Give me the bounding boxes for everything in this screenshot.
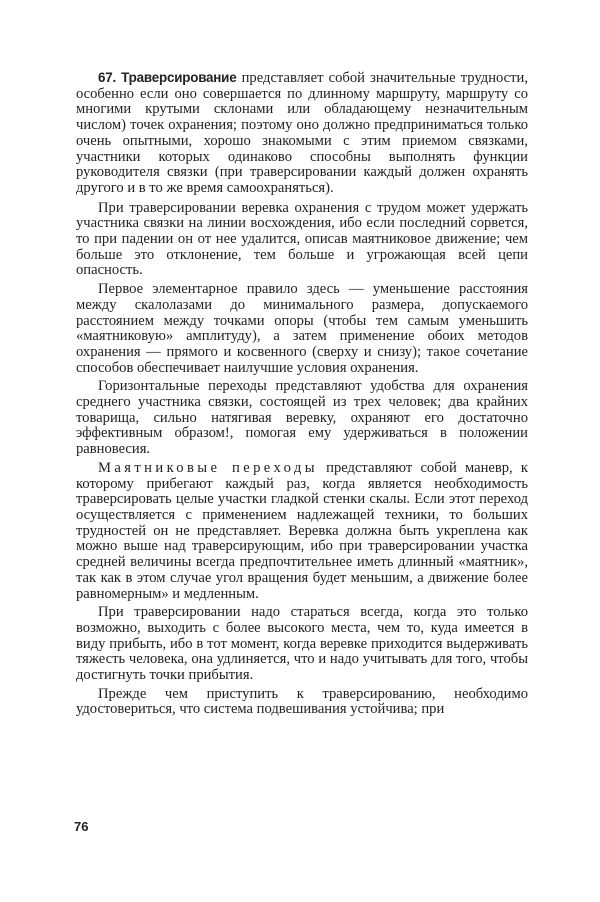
- paragraph: [76, 201, 528, 280]
- paragraph: [76, 461, 528, 602]
- paragraph-text: представляет собой значительные трудности, особенно если оно совершается по длинному маршруту, маршруту со многими крутыми склонами или обладающему незначительным числом) точек охранения; поэтому оно должно предприниматься только очень опытными, хорошо знакомыми с этим приемом связками, участники которых одинаково способны выполнять функции руководителя связки (при траверсировании каждый должен охранять другого и в то же время самоохраняться).: [76, 70, 528, 196]
- paragraph-67: [76, 70, 528, 197]
- paragraph-text: При траверсировании веревка охранения с трудом может удержать участника связки на линии восхождения, ибо если последний сорвется, то при падении он от нее удалится, описав маятниковое движение; чем больше это отклонение, тем больше и угрожающая всей цепи опасность.: [76, 199, 528, 279]
- paragraph: [76, 605, 528, 684]
- section-number: 67.: [98, 70, 117, 85]
- paragraph-text: Прежде чем приступить к траверсированию, необходимо удостовериться, что система подвешивания устойчива; при: [76, 685, 528, 718]
- paragraph-text: Горизонтальные переходы представляют удобства для охранения среднего участника связки, состоящей из трех человек; два крайних товарища, сильно натягивая веревку, охраняют его достаточно эффективным образом!, помогая ему удерживаться в положении равновесия.: [76, 378, 528, 458]
- paragraph-text: представляют собой маневр, к которому прибегают каждый раз, когда является необходимость траверсировать целые участки гладкой стенки скалы. Если этот переход осуществляется с применением надлежащей техники, то больших трудностей он не представляет. Веревка должна быть укреплена как можно выше над траверсирующим, ибо при траверсировании участка средней величины всегда предпочтительнее иметь длинный «маятник», так как в этом случае угол вращения будет меньшим, а движение более равномерным» и медленным.: [76, 459, 529, 602]
- paragraph-text: При траверсировании надо стараться всегда, когда это только возможно, выходить с более высокого места, чем то, куда имеется в виду прибыть, ибо в тот момент, когда веревке приходится выдерживать тяжесть человека, она удлиняется, что и надо учитывать для того, чтобы достигнуть точки прибытия.: [76, 604, 528, 684]
- paragraph-text: Первое элементарное правило здесь — уменьшение расстояния между скалолазами до минимального размера, допускаемого расстоянием между точками опоры (чтобы тем самым уменьшить «маятниковую» амплитуду), а затем применение обоих методов охранения — прямого и косвенного (сверху и снизу); такое сочетание способов обеспечивает наилучшие условия охранения.: [76, 281, 528, 376]
- page-body: [76, 70, 528, 721]
- paragraph: [76, 687, 528, 718]
- section-heading: Траверсирование: [121, 70, 237, 85]
- paragraph: [76, 379, 528, 458]
- spaced-term: Маятниковые переходы: [98, 459, 318, 476]
- page-number: 76: [74, 819, 89, 834]
- paragraph: [76, 282, 528, 376]
